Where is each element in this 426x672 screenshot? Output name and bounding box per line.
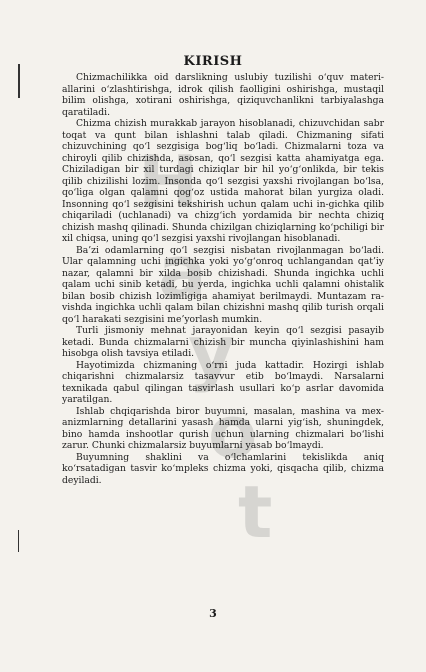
paragraph: Chizmachilikka oid darslikning uslubiy tuzilishi o‘quv materi-allarini o‘zlashtirishga, idrok qilish faolligini oshirishga, mustaqil bilim olishga, xotirani oshirishga, qiziquvchanlikni tarbiyalashga qaratiladi. — [62, 72, 384, 118]
paragraph: Ba’zi odamlarning qo‘l sezgisi nisbatan rivojlanmagan bo‘ladi. Ular qalamning uchi ingichka yoki yo‘g‘onroq uchlangandan qat’iy nazar, qalamni bir xilda bosib chizishadi. Shunda ingichka uchli qalam uchi sinib ketadi, bu yerda, ingichka uchli qalamni ohistalik bilan bosib chizish lozimligiga ahamiyat berilmaydi. Muntazam ra-vishda ingichka uchli qalam bilan chizishni mashq qilib turish orqali qo‘l harakati sezgisini me’yorlash mumkin. — [62, 244, 384, 325]
margin-mark — [18, 530, 19, 552]
paragraph: Chizma chizish murakkab jarayon hisoblanadi, chizuvchidan sabr toqat va qunt bilan ishlashni talab qiladi. Chizmaning sifati chizuvchining qo‘l sezgisiga bog‘liq bo‘ladi. Chizmalarni toza va chiroyli qilib chizishda, asosan, qo‘l sezgisi katta ahamiyatga ega. Chiziladigan bir xil turdagi chiziqlar bir hil yo‘g‘onlikda, bir tekis qilib chizilishi lozim. Insonda qo‘l sezgisi yaxshi rivojlangan bo‘lsa, qo‘liga olgan qalamni qog‘oz ustida mahorat bilan yurgiza oladi. Insonning qo‘l sezgisini tekshirish uchun qalam uchi in-gichka qilib chiqariladi (uchlanadi) va chizg‘ich yordamida bir nechta chiziq chizish mashq qilinadi. Shunda chizilgan chiziqlarning ko‘pchiligi bir xil chiqsa, uning qo‘l sezgisi yaxshi rivojlangan hisoblanadi. — [62, 118, 384, 244]
paragraph: Hayotimizda chizmaning o‘rni juda kattadir. Hozirgi ishlab chiqarishni chizmalarsiz tasavvur etib bo‘lmaydi. Narsalarni texnikada qabul qilingan tasvirlash usullari ko‘p asrlar davomida yaratilgan. — [62, 359, 384, 405]
margin-mark — [18, 64, 20, 98]
paragraph: Buyumning shaklini va o‘lchamlarini tekislikda aniq ko‘rsatadigan tasvir ko‘mpleks chizma yoki, qisqacha qilib, chizma deyiladi. — [62, 451, 384, 486]
paragraph: Turli jismoniy mehnat jarayonidan keyin qo‘l sezgisi pasayib ketadi. Bunda chizmalarni chizish bir muncha qiyinlashishini ham hisobga olish tavsiya etiladi. — [62, 325, 384, 359]
document-body — [62, 72, 384, 486]
page-title: KIRISH — [183, 54, 243, 69]
page-number: 3 — [209, 607, 217, 620]
watermark: H a y o t — [138, 140, 273, 554]
paragraph: Ishlab chqiqarishda biror buyumni, masalan, mashina va mex-anizmlarning detallarini yasash hamda ularni yig‘ish, shuningdek, bino hamda inshootlar qurish uchun ularning chizmalari bo‘lishi zarur. Chunki chizmalarsiz buyumlarni yasab bo‘lmaydi. — [62, 405, 384, 451]
